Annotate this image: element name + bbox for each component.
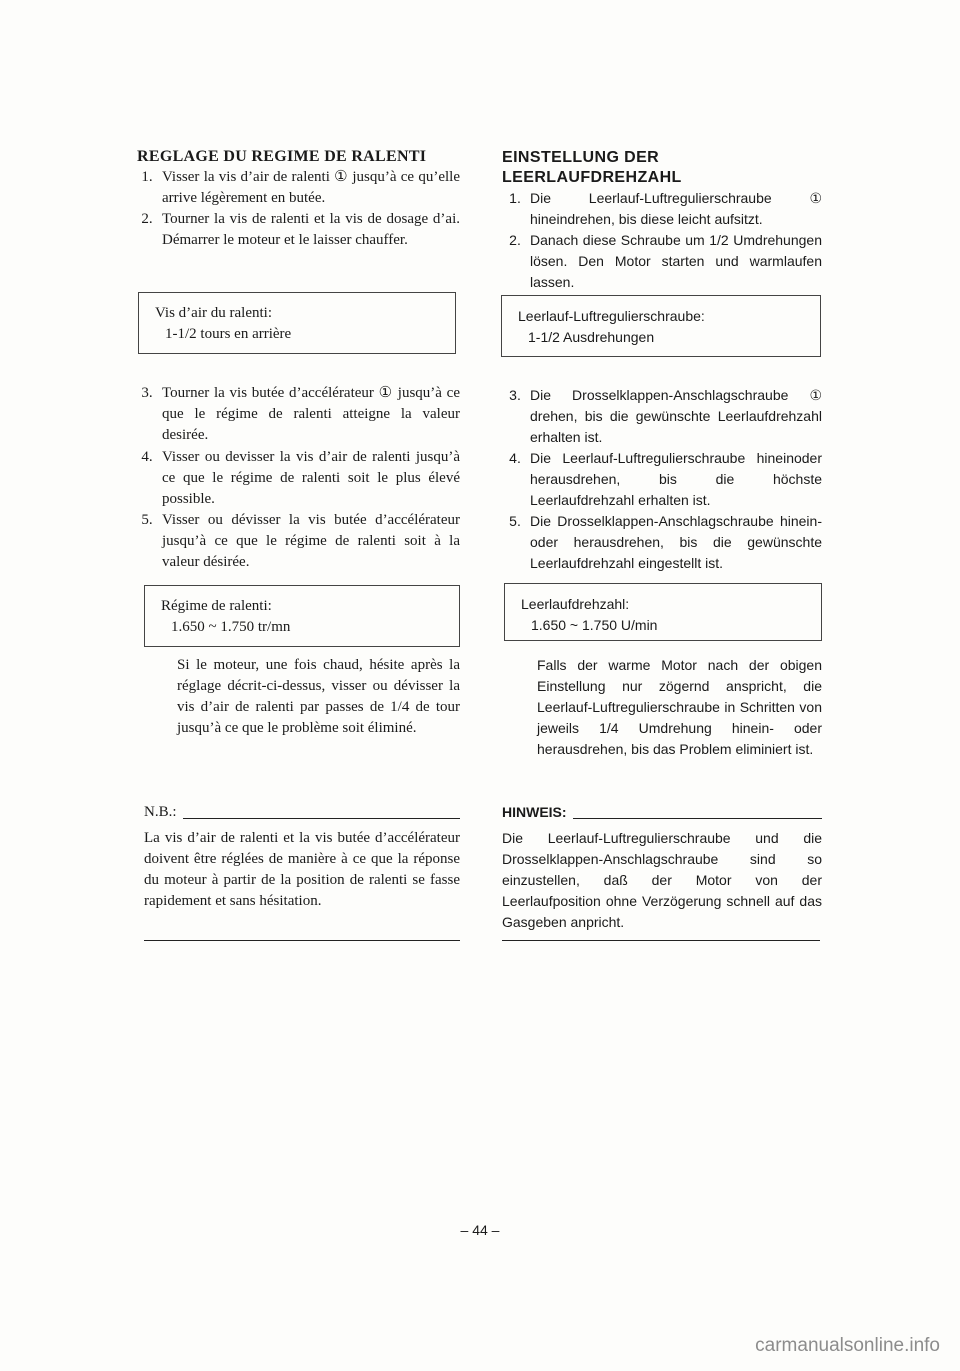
de-step-5: 5. Die Drosselklappen-Anschlagschraube hinein-oder herausdrehen, bis die gewünschte Leerlaufdrehzahl eingestellt ist. (509, 513, 822, 571)
de-step-3: 3. Die Drosselklappen-Anschlagschraube ① drehen, bis die gewünschte Leerlaufdrehzahl erhalten ist. (509, 387, 822, 445)
fr-note-text: La vis d’air de ralenti et la vis butée d’accélérateur doivent être réglées de manière à ce que la réponse du moteur à partir de la position de ralenti se fasse rapidement et sans hésitation. (144, 830, 460, 909)
page-number: – 44 – (460, 1222, 500, 1238)
fr-step-1: 1. Visser la vis d’air de ralenti ① jusqu’à ce qu’elle arrive légèrement en butée. (141, 169, 460, 206)
fr-section-title: REGLAGE DU REGIME DE RALENTI (137, 148, 427, 165)
de-step-2: 2. Danach diese Schraube um 1/2 Umdrehungen lösen. Den Motor starten und warmlaufen lassen. (509, 232, 822, 290)
fr-hint-paragraph: Si le moteur, une fois chaud, hésite après la réglage décrit-ci-dessus, visser ou dévisser la vis d’air de ralenti par passes de 1/4 de tour jusqu’à ce que le problème soit éliminé. (177, 657, 460, 736)
fr-spec-box-air-screw: Vis d’air du ralenti: 1-1/2 tours en arrière (138, 292, 456, 354)
de-note-text: Die Leerlauf-Luftregulierschraube und die Drosselklappen-Anschlagschraube sind so einzustellen, daß der Motor von der Leerlaufposition ohne Verzögerung schnell auf das Gasgeben anpricht. (502, 830, 822, 930)
fr-note-rule (183, 817, 460, 819)
de-hint-paragraph: Falls der warme Motor nach der obigen Einstellung nur zögernd anspricht, die Leerlauf-Luftregulierschraube in Schritten von jeweils 1/4 Umdrehung hinein- oder herausdrehen, bis das Problem eliminiert ist. (537, 657, 822, 757)
fr-spec-box-idle-speed: Régime de ralenti: 1.650 ~ 1.750 tr/mn (144, 585, 460, 647)
fr-note-header: N.B.: (144, 802, 460, 823)
de-note-header: HINWEIS: (502, 802, 822, 823)
de-section-title-line1: EINSTELLUNG DER (502, 149, 660, 166)
de-note-end-rule (502, 940, 820, 941)
fr-step-5: 5. Visser ou dévisser la vis butée d’accélérateur jusqu’à ce que le régime de ralenti soit à la valeur désirée. (141, 512, 460, 570)
fr-step-3: 3. Tourner la vis butée d’accélérateur ① jusqu’à ce que le régime de ralenti atteigne la valeur desirée. (141, 385, 460, 443)
fr-step-2: 2. Tourner la vis de ralenti et la vis de dosage d’ai. Démarrer le moteur et le laisser chauffer. (141, 211, 460, 248)
de-note-rule (573, 817, 822, 819)
de-section-title-line2: LEERLAUFDREHZAHL (502, 169, 682, 186)
fr-note-end-rule (144, 940, 460, 941)
de-spec-box-idle-speed: Leerlaufdrehzahl: 1.650 ~ 1.750 U/min (504, 583, 822, 641)
de-step-4: 4. Die Leerlauf-Luftregulierschraube hineinoder herausdrehen, bis die höchste Leerlaufdrehzahl erhalten ist. (509, 450, 822, 508)
fr-step-4: 4. Visser ou devisser la vis d’air de ralenti jusqu’à ce que le régime de ralenti soit le plus élevé possible. (141, 449, 460, 507)
de-spec-box-air-screw: Leerlauf-Luftregulierschraube: 1-1/2 Ausdrehungen (501, 295, 821, 357)
de-step-1: 1. Die Leerlauf-Luftregulierschraube ① hineindrehen, bis diese leicht aufsitzt. (509, 190, 822, 227)
watermark: carmanualsonline.info (755, 1335, 940, 1356)
